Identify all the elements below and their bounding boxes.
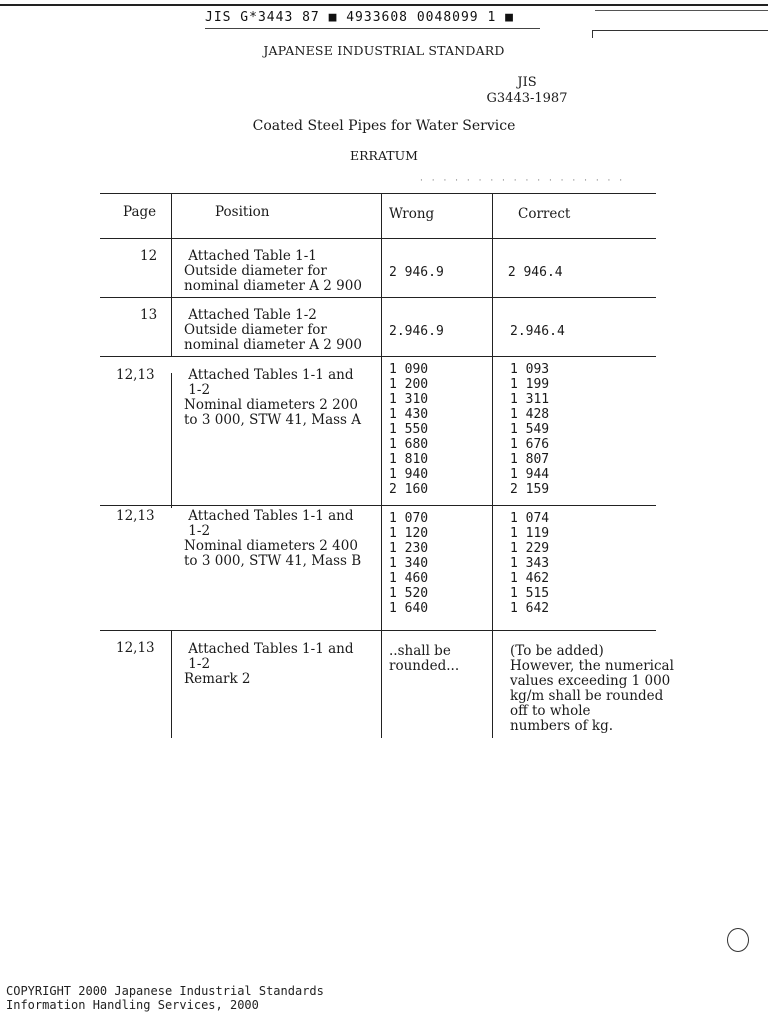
table-rule-row4 (100, 630, 656, 631)
row3-wrong: 1 090 1 200 1 310 1 430 1 550 1 680 1 810 1 940 2 160 (389, 362, 429, 497)
row3-position: Attached Tables 1-1 and 1-2 Nominal diameters 2 200 to 3 000, STW 41, Mass A (184, 367, 362, 428)
corner-mark-line (592, 30, 768, 31)
table-rule-row1 (100, 297, 656, 298)
row5-position: Attached Tables 1-1 and 1-2 Remark 2 (184, 641, 354, 687)
table-col-divider-1a (171, 193, 172, 356)
row4-position: Attached Tables 1-1 and 1-2 Nominal diameters 2 400 to 3 000, STW 41, Mass B (184, 508, 362, 569)
document-subtitle: Coated Steel Pipes for Water Service (252, 118, 516, 134)
corner-mark-tick (592, 30, 593, 38)
row2-wrong: 2.946.9 (389, 324, 444, 339)
table-rule-row3 (100, 505, 656, 506)
header-position: Position (215, 204, 270, 220)
standard-code-number: G3443-1987 (486, 91, 568, 106)
table-rule-top (100, 193, 656, 194)
row1-correct: 2 946.4 (500, 265, 563, 280)
scan-circle-mark (727, 928, 749, 952)
header-correct: Correct (518, 206, 571, 222)
table-rule-row2 (100, 356, 656, 357)
row2-position: Attached Table 1-2 Outside diameter for nominal diameter A 2 900 (184, 307, 362, 353)
table-rule-header (100, 238, 656, 239)
standard-code-jis: JIS (517, 75, 537, 90)
row2-page: 13 (140, 307, 158, 323)
row2-correct: 2.946.4 (510, 324, 565, 339)
top-border-line-secondary (595, 10, 768, 11)
row4-correct: 1 074 1 119 1 229 1 343 1 462 1 515 1 642 (510, 511, 550, 616)
top-border-line (0, 4, 768, 6)
table-col-divider-3 (492, 193, 493, 738)
table-col-divider-2 (381, 193, 382, 738)
row4-page: 12,13 (116, 508, 155, 524)
document-title: JAPANESE INDUSTRIAL STANDARD (263, 43, 505, 58)
table-col-divider-1c (171, 630, 172, 738)
stamp-underline (205, 28, 540, 29)
row3-page: 12,13 (116, 367, 155, 383)
row1-wrong: 2 946.9 (389, 265, 444, 280)
document-stamp: JIS G*3443 87 ■ 4933608 0048099 1 ■ (205, 10, 514, 25)
row4-wrong: 1 070 1 120 1 230 1 340 1 460 1 520 1 640 (389, 511, 429, 616)
erratum-table (100, 193, 674, 738)
erratum-heading: ERRATUM (350, 148, 418, 163)
header-wrong: Wrong (389, 206, 435, 222)
scan-noise: · · · · · · · · · · · · · · · · · · (420, 176, 626, 186)
header-page: Page (123, 204, 157, 220)
row5-wrong: ..shall be rounded... (389, 643, 460, 674)
row3-correct: 1 093 1 199 1 311 1 428 1 549 1 676 1 807 1 944 2 159 (510, 362, 550, 497)
row5-correct: (To be added) However, the numerical values exceeding 1 000 kg/m shall be rounded off to whole numbers of kg. (510, 643, 674, 734)
row1-position: Attached Table 1-1 Outside diameter for nominal diameter A 2 900 (184, 248, 362, 294)
row5-page: 12,13 (116, 640, 155, 656)
table-col-divider-1b (171, 373, 172, 508)
row1-page: 12 (140, 248, 158, 264)
copyright-footer: COPYRIGHT 2000 Japanese Industrial Standards Information Handling Services, 2000 (6, 984, 324, 1012)
